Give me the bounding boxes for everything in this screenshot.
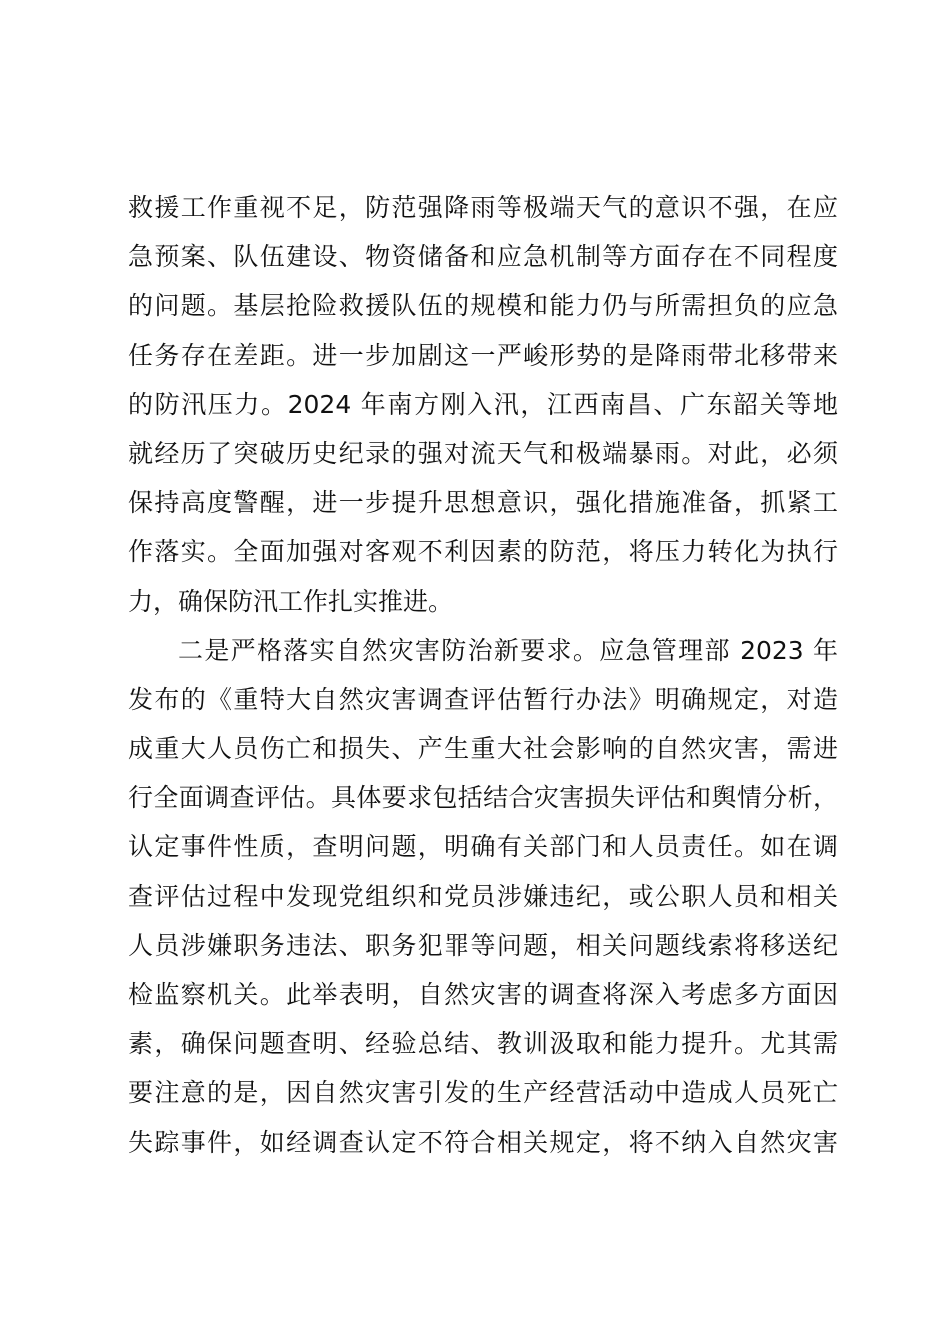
text-line: 发布的《重特大自然灾害调查评估暂行办法》明确规定，对造 bbox=[128, 684, 838, 714]
text-line: 急预案、队伍建设、物资储备和应急机制等方面存在不同程度 bbox=[128, 242, 838, 272]
text-line: 查评估过程中发现党组织和党员涉嫌违纪，或公职人员和相关 bbox=[128, 881, 838, 911]
text-line: 成重大人员伤亡和损失、产生重大社会影响的自然灾害，需进 bbox=[128, 734, 838, 764]
document-body bbox=[128, 183, 838, 1167]
text-line: 失踪事件，如经调查认定不符合相关规定，将不纳入自然灾害 bbox=[128, 1127, 838, 1157]
text-line: 行全面调查评估。具体要求包括结合灾害损失评估和舆情分析， bbox=[128, 783, 838, 813]
text-line: 作落实。全面加强对客观不利因素的防范，将压力转化为执行 bbox=[128, 537, 838, 567]
text-line: 的防汛压力。2024 年南方刚入汛，江西南昌、广东韶关等地 bbox=[128, 389, 838, 419]
text-line: 保持高度警醒，进一步提升思想意识，强化措施准备，抓紧工 bbox=[128, 488, 838, 518]
paragraph-2 bbox=[128, 626, 838, 1167]
text-line: 素，确保问题查明、经验总结、教训汲取和能力提升。尤其需 bbox=[128, 1029, 838, 1059]
text-line: 认定事件性质，查明问题，明确有关部门和人员责任。如在调 bbox=[128, 832, 838, 862]
paragraph-1 bbox=[128, 183, 838, 626]
text-line: 的问题。基层抢险救援队伍的规模和能力仍与所需担负的应急 bbox=[128, 291, 838, 321]
text-line: 要注意的是，因自然灾害引发的生产经营活动中造成人员死亡 bbox=[128, 1078, 838, 1108]
text-line: 二是严格落实自然灾害防治新要求。应急管理部 2023 年 bbox=[178, 635, 838, 665]
text-line: 救援工作重视不足，防范强降雨等极端天气的意识不强，在应 bbox=[128, 193, 838, 222]
text-line: 力，确保防汛工作扎实推进。 bbox=[128, 586, 454, 616]
text-line: 人员涉嫌职务违法、职务犯罪等问题，相关问题线索将移送纪 bbox=[128, 930, 838, 960]
text-line: 任务存在差距。进一步加剧这一严峻形势的是降雨带北移带来 bbox=[128, 340, 838, 370]
text-line: 就经历了突破历史纪录的强对流天气和极端暴雨。对此，必须 bbox=[128, 438, 838, 468]
text-line: 检监察机关。此举表明，自然灾害的调查将深入考虑多方面因 bbox=[128, 980, 838, 1009]
